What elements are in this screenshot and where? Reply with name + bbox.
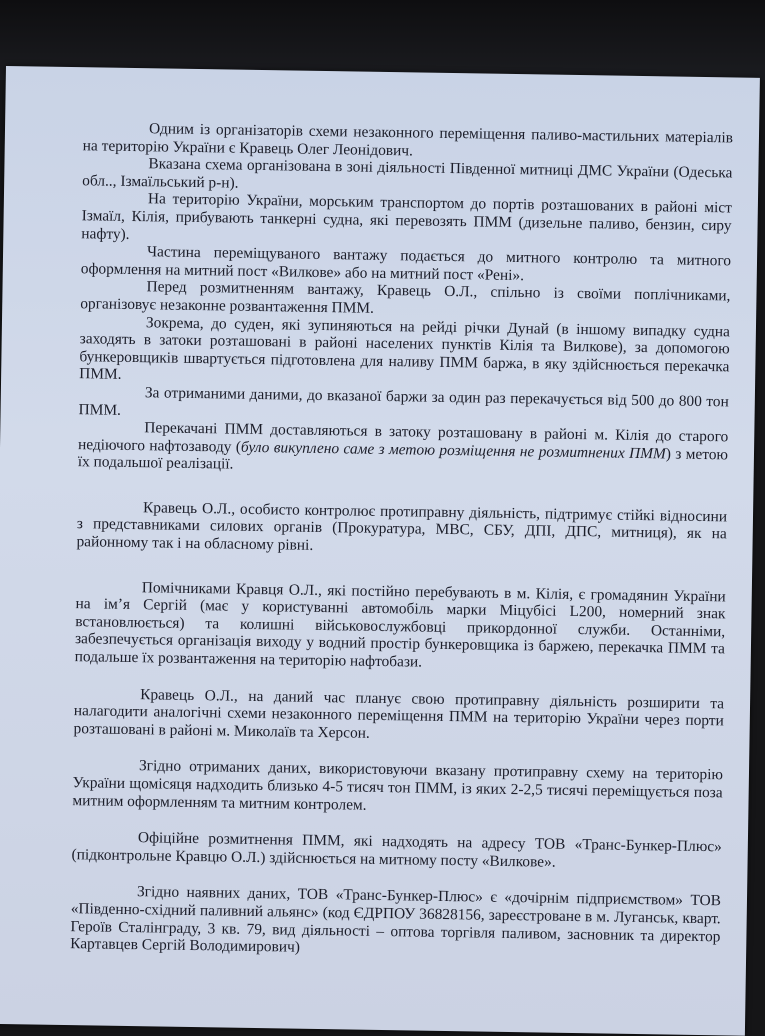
paragraph-7: За отриманими даними, до вказаної баржи за один раз перекачується від 500 до 800 тон ПММ. (78, 384, 729, 419)
paragraph-8-end: ) з метою їх подальшої реалізації. (77, 445, 729, 473)
paragraph-11: Кравець О.Л., на даний час планує свою протиправну діяльність розширити та налагодити аналогічні схеми незаконного переміщення ПММ на територію України через порти розташовані в районі м. Миколаїв та Херсон. (73, 685, 725, 742)
paragraph-5: Перед розмитненням вантажу, Кравець О.Л., спільно із своїми поплічниками, організовує незаконне розвантаження ПММ. (80, 278, 731, 317)
paragraph-8-italic: було викуплено саме з метою розміщення не розмитнених ПММ (240, 438, 666, 463)
paragraph-8-start: Перекачані ПММ доставляються в затоку розташовану в районі м. Кілія до старого недіючого нафтозаводу ( (77, 419, 729, 456)
paragraph-2: Вказана схема організована в зоні діяльності Південної митниці ДМС України (Одеська обл.., Ізмаїльський р-н). (82, 155, 733, 192)
paragraph-14: Згідно наявних даних, ТОВ «Транс-Бункер-Плюс» є «дочірнім підприємством» ТОВ «Південно-східний паливний альянс» (код ЄДРПОУ 36828156, зареєстроване в м. Луганськ, кварт. Героїв Сталінграду, 3 кв. 79, вид діяльності – оптова торгівля паливом, засновник та директор Картавцев Сергій Володимирович) (70, 883, 722, 956)
paragraph-3: На територію України, морським транспортом до портів розташованих в районі міст Ізмаїл, Кілія, прибувають танкерні судна, які перевозять ПММ (дизельне паливо, бензин, сиру нафту). (81, 190, 732, 243)
paragraph-1: Одним із організаторів схеми незаконного переміщення паливо-мастильних матеріалів на територію України є Кравець Олег Леонідович. (82, 120, 734, 159)
paragraph-6: Зокрема, до суден, які зупиняються на рейді річки Дунай (в іншому випадку судна заходять в затоки розташовані в районі населених пунктів Кілія та Вилкове), за допомогою бункеровщиків швартується підготовлена для наливу ПММ баржа, в яку здійснюється перекачка ПММ. (79, 313, 731, 384)
paragraph-13: Офіційне розмитнення ПММ, які надходять на адресу ТОВ «Транс-Бункер-Плюс» (підконтрольне Кравцю О.Л.) здійснюється на митному посту «Вилкове». (71, 829, 722, 871)
document-page (0, 66, 760, 1036)
paragraph-12: Згідно отриманих даних, використовуючи вказану протиправну схему на територію України щомісяця надходить близько 4-5 тисяч тон ПММ, із яких 2-2,5 тисячі переміщується поза митним оформленням та митним контролем. (72, 757, 724, 814)
paragraph-9: Кравець О.Л., особисто контролює протиправну діяльність, підтримує стійкі відносини з представниками силових органів (Прокуратура, МВС, СБУ, ДПІ, ДПС, митниця), як на районному так і на обласному рівні. (76, 499, 728, 554)
paragraph-4: Частина переміщуваного вантажу подається до митного контролю та митного оформлення на митний пост «Вилкове» або на митний пост «Рені». (80, 243, 732, 284)
paragraph-8 (78, 418, 729, 481)
document-body (70, 119, 733, 963)
paragraph-10: Помічниками Кравця О.Л., які постійно перебувають в м. Кілія, є громадянин України на ім’я Сергій (має у користуванні автомобіль марки Міцубісі L200, номерний знак встановлюється) та колишні військовослужбовці прикордонної служби. Останніми, забезпечується організація виходу у водний простір бункеровщика із баржею, перекачка ПММ та подальше їх розвантаження на територію нафтобази. (74, 578, 726, 671)
